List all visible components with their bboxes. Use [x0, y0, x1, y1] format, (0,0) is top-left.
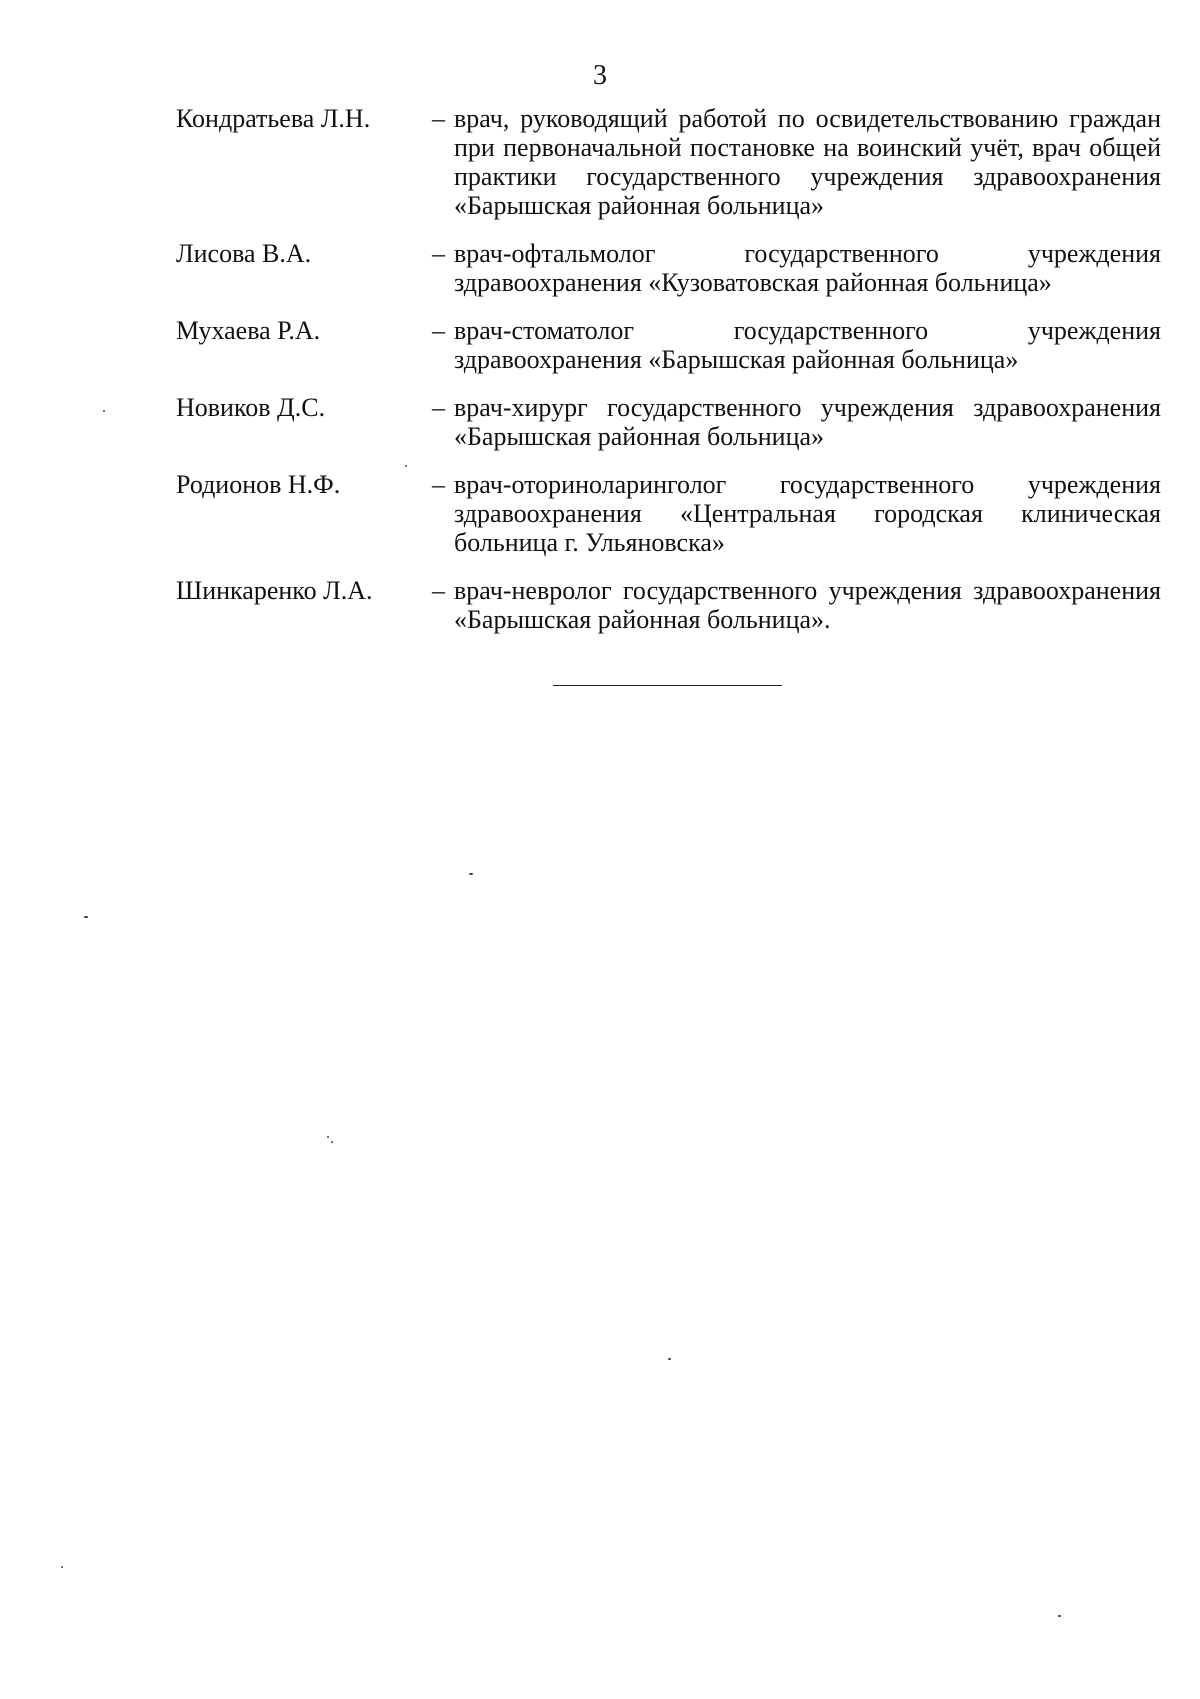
scan-speck	[84, 916, 88, 918]
member-role: врач, руководящий работой по освидетельствованию граждан при первоначальной постановке на воинский учёт, врач общей практики государственного учреждения здравоохранения «Барышская районная больница»	[454, 104, 1161, 220]
commission-member-list	[176, 104, 1162, 653]
member-name: Новиков Д.С.	[176, 393, 326, 422]
member-row	[176, 470, 1162, 557]
scan-speck	[1058, 1615, 1061, 1617]
member-dash: –	[432, 470, 445, 499]
member-name: Шинкаренко Л.А.	[176, 576, 373, 605]
page-number: 3	[593, 60, 607, 91]
member-dash: –	[432, 104, 445, 133]
end-of-list-rule	[553, 685, 782, 686]
scan-speck	[405, 465, 407, 467]
scan-speck	[469, 873, 473, 875]
scan-speck	[103, 410, 105, 412]
member-role: врач-офтальмолог государственного учреждения здравоохранения «Кузоватовская районная больница»	[454, 239, 1161, 297]
scan-speck	[331, 1141, 333, 1143]
scan-speck	[61, 1566, 63, 1568]
member-role: врач-невролог государственного учреждения здравоохранения «Барышская районная больница».	[454, 576, 1161, 634]
member-row	[176, 393, 1162, 451]
member-dash: –	[432, 576, 445, 605]
member-name: Родионов Н.Ф.	[176, 470, 341, 499]
member-role: врач-оториноларинголог государственного учреждения здравоохранения «Центральная городская клиническая больница г. Ульяновска»	[454, 470, 1161, 557]
member-name: Кондратьева Л.Н.	[176, 104, 371, 133]
member-name: Лисова В.А.	[176, 239, 312, 268]
member-dash: –	[432, 316, 445, 345]
member-dash: –	[432, 239, 445, 268]
member-row	[176, 316, 1162, 374]
scan-speck	[668, 1358, 671, 1360]
member-name: Мухаева Р.А.	[176, 316, 321, 345]
scan-speck	[327, 1136, 329, 1138]
member-role: врач-хирург государственного учреждения здравоохранения «Барышская районная больница»	[454, 393, 1161, 451]
member-dash: –	[432, 393, 445, 422]
member-row	[176, 104, 1162, 220]
member-row	[176, 576, 1162, 634]
member-role: врач-стоматолог государственного учреждения здравоохранения «Барышская районная больница»	[454, 316, 1161, 374]
member-row	[176, 239, 1162, 297]
